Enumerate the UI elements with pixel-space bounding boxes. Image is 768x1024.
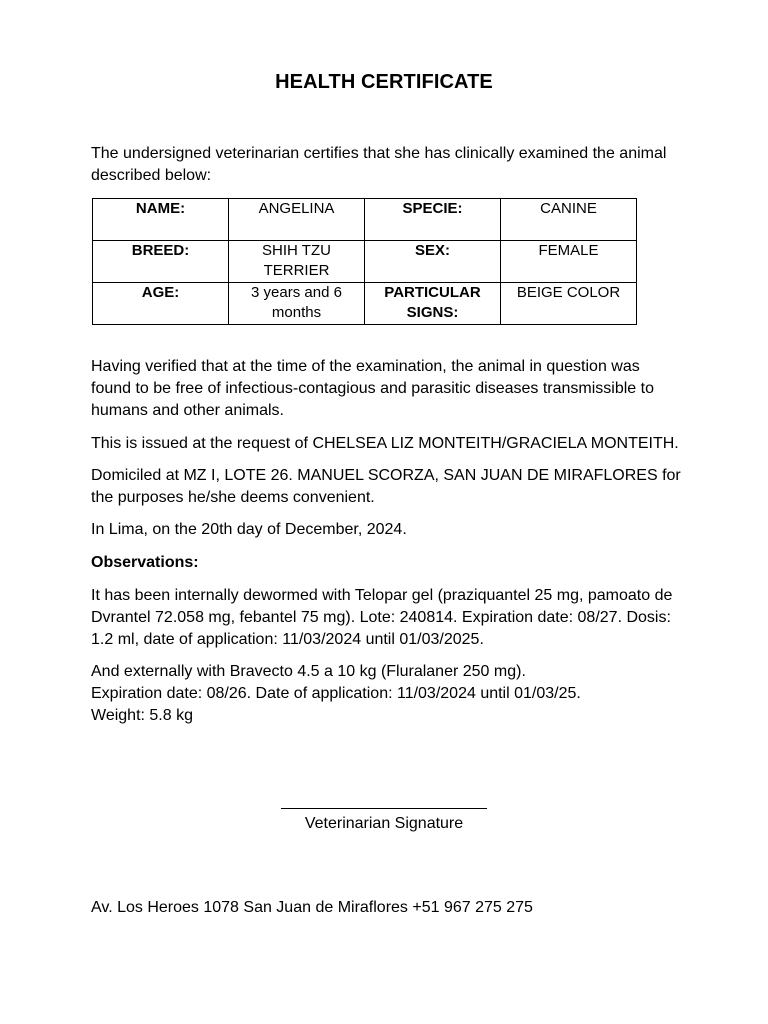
animal-details-table [92,198,637,325]
signature-line [281,798,487,809]
particular-signs-label: PARTICULAR SIGNS: [365,283,501,325]
breed-value: SHIH TZU TERRIER [229,241,365,283]
verification-paragraph: Having verified that at the time of the examination, the animal in question was found to be free of infectious-contagious and parasitic diseases transmissible to humans and other animals. [91,358,654,419]
age-value: 3 years and 6 months [229,283,365,325]
weight-line: Weight: 5.8 kg [91,707,193,724]
page-title: HEALTH CERTIFICATE [275,71,493,93]
issued-paragraph: This is issued at the request of CHELSEA LIZ MONTEITH/GRACIELA MONTEITH. [91,435,679,452]
specie-label: SPECIE: [365,199,501,241]
name-value: ANGELINA [229,199,365,241]
observations-heading: Observations: [91,554,199,571]
footer-address: Av. Los Heroes 1078 San Juan de Miraflores +51 967 275 275 [91,899,533,916]
particular-signs-value: BEIGE COLOR [501,283,637,325]
table-row [93,241,637,283]
table-row [93,199,637,241]
place-date-paragraph: In Lima, on the 20th day of December, 2024. [91,521,407,538]
breed-label: BREED: [93,241,229,283]
intro-paragraph: The undersigned veterinarian certifies that she has clinically examined the animal described below: [91,145,667,184]
specie-value: CANINE [501,199,637,241]
internal-deworming-paragraph: It has been internally dewormed with Telopar gel (praziquantel 25 mg, pamoato de Dvrantel 72.058 mg, febantel 75 mg). Lote: 240814. Expiration date: 08/27. Dosis: 1.2 ml, date of application: 11/03/2024 until 01/03/2025. [91,587,673,648]
domicile-paragraph: Domiciled at MZ I, LOTE 26. MANUEL SCORZA, SAN JUAN DE MIRAFLORES for the purposes he/she deems convenient. [91,467,681,506]
sex-label: SEX: [365,241,501,283]
sex-value: FEMALE [501,241,637,283]
table-row [93,283,637,325]
external-deworming-paragraph [91,661,681,727]
expiration-line: Expiration date: 08/26. Date of application: 11/03/2024 until 01/03/25. [91,685,581,702]
signature-label: Veterinarian Signature [304,815,464,832]
external-deworming-line: And externally with Bravecto 4.5 a 10 kg (Fluralaner 250 mg). [91,663,526,680]
age-label: AGE: [93,283,229,325]
name-label: NAME: [93,199,229,241]
